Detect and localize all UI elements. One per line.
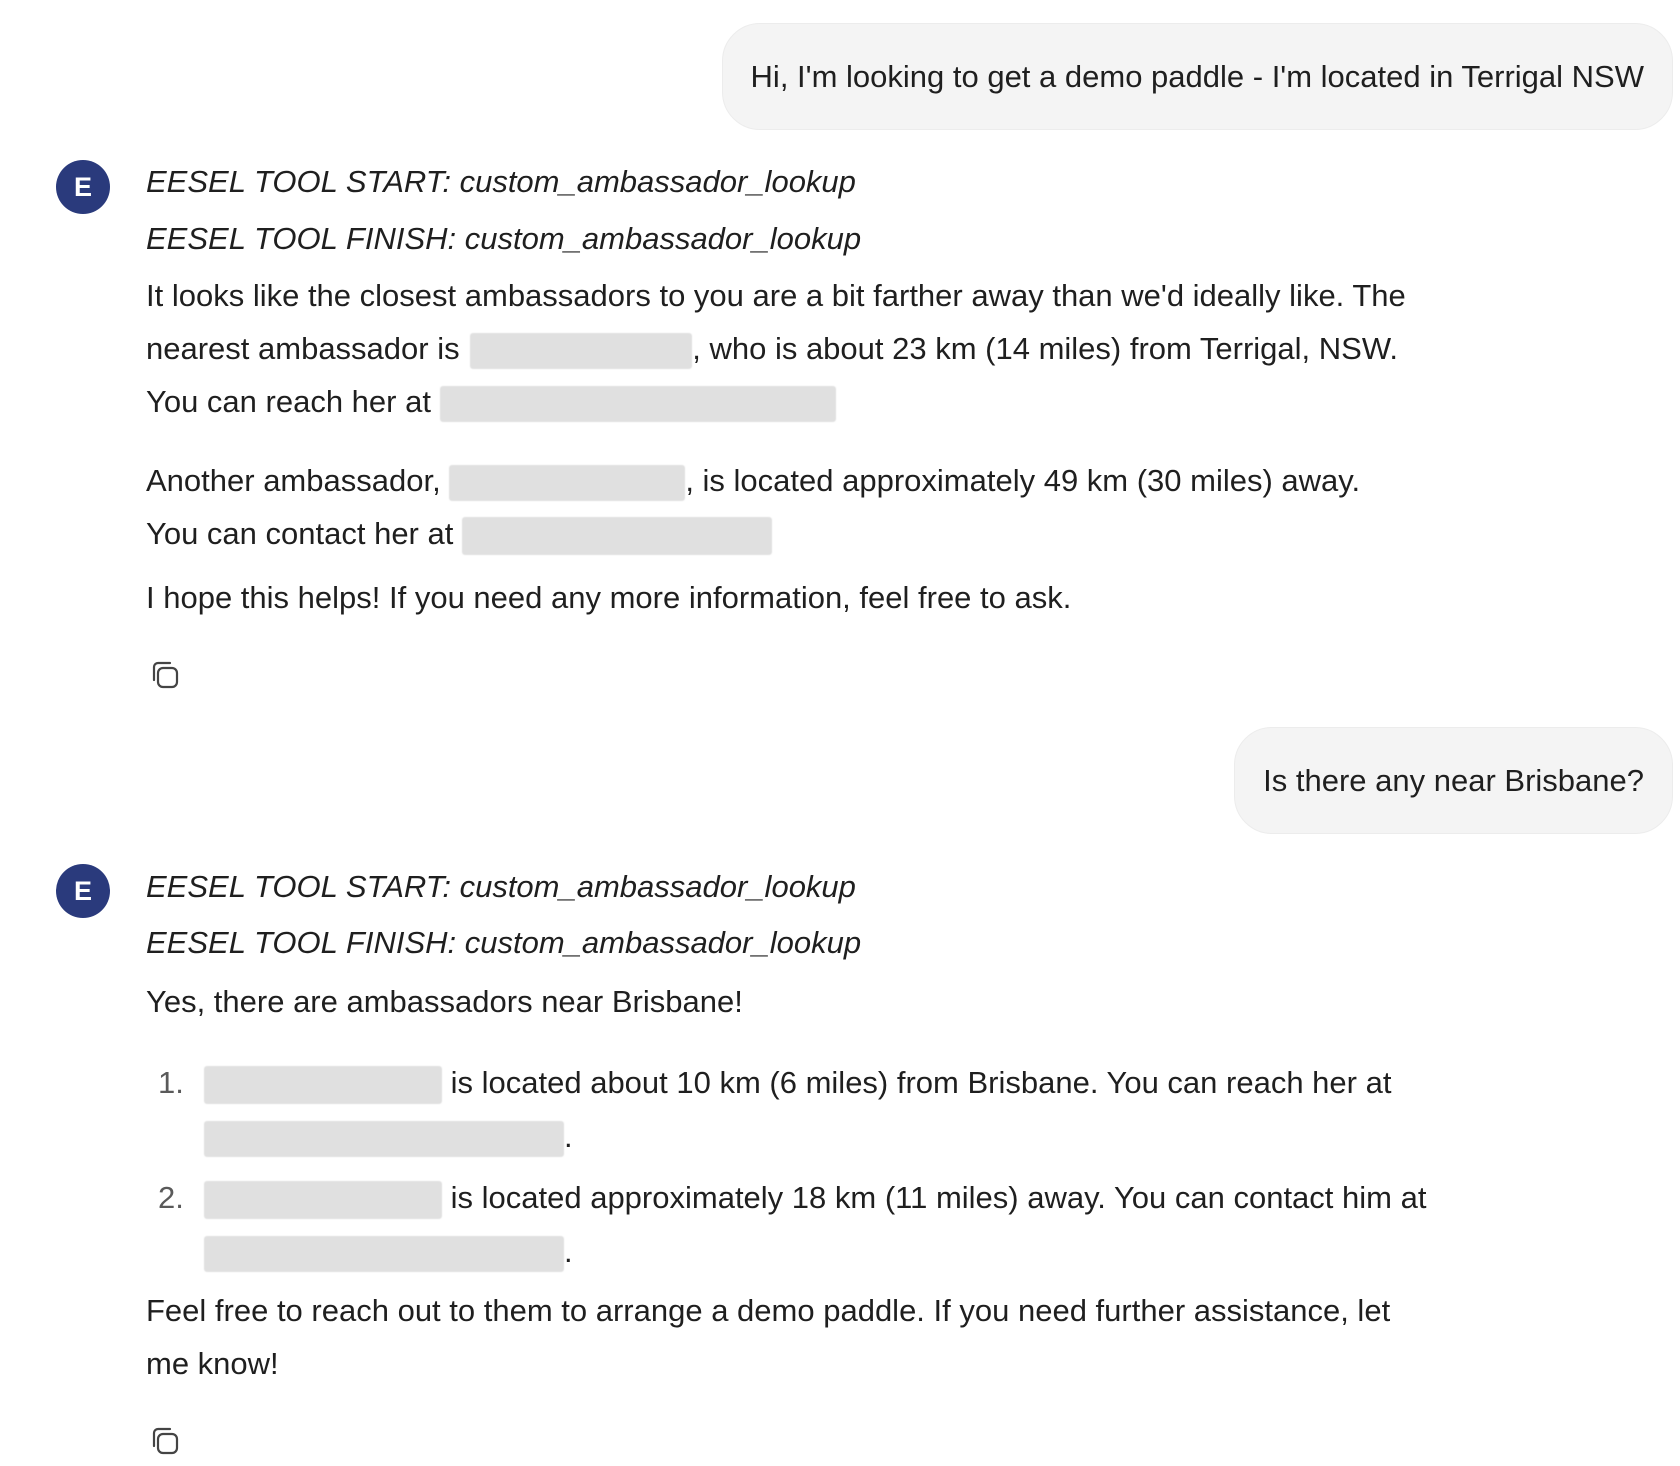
redacted-name — [449, 465, 685, 501]
user-message-bubble — [722, 23, 1673, 130]
redacted-email — [462, 517, 772, 555]
redacted-email — [440, 386, 836, 422]
response-text-segment: , is located approximately 49 km (30 miles) away. — [685, 463, 1361, 498]
response-text — [146, 514, 772, 555]
response-text — [146, 329, 1398, 369]
avatar-letter: E — [73, 172, 92, 202]
response-text-segment: , who is about 23 km (14 miles) from Terrigal, NSW. — [692, 331, 1398, 366]
list-item-continuation — [204, 1232, 573, 1272]
list-item-text: is located about 10 km (6 miles) from Brisbane. You can reach her at — [450, 1065, 1392, 1100]
list-number: 2. — [158, 1180, 184, 1215]
list-item-end: . — [564, 1119, 573, 1154]
list-item-continuation — [204, 1117, 573, 1157]
user-message-text: Is there any near Brisbane? — [1263, 763, 1644, 798]
redacted-name — [204, 1066, 442, 1104]
copy-button[interactable] — [148, 1424, 182, 1458]
copy-icon — [148, 1424, 182, 1458]
avatar-letter: E — [73, 876, 92, 906]
assistant-avatar — [56, 160, 110, 214]
response-text-segment: You can reach her at — [146, 384, 431, 419]
copy-icon — [148, 658, 182, 692]
list-item — [204, 1063, 1391, 1104]
response-text: Yes, there are ambassadors near Brisbane! — [146, 984, 743, 1019]
list-number: 1. — [158, 1065, 184, 1100]
tool-start-line: EESEL TOOL START: custom_ambassador_lookup — [146, 164, 856, 199]
tool-finish-line: EESEL TOOL FINISH: custom_ambassador_lookup — [146, 925, 862, 960]
response-text — [146, 461, 1360, 501]
redacted-name — [470, 333, 692, 369]
redacted-email — [204, 1236, 564, 1272]
list-item-text: is located approximately 18 km (11 miles) away. You can contact him at — [450, 1180, 1427, 1215]
response-text: me know! — [146, 1346, 279, 1381]
redacted-email — [204, 1121, 564, 1157]
tool-start-line: EESEL TOOL START: custom_ambassador_lookup — [146, 869, 856, 904]
redacted-name — [204, 1181, 442, 1219]
response-text-segment: nearest ambassador is — [146, 331, 460, 366]
tool-finish-line: EESEL TOOL FINISH: custom_ambassador_lookup — [146, 221, 862, 256]
response-text-segment: You can contact her at — [146, 516, 454, 551]
response-text: Feel free to reach out to them to arrange a demo paddle. If you need further assistance, let — [146, 1293, 1391, 1328]
response-text — [146, 382, 836, 422]
copy-button[interactable] — [148, 658, 182, 692]
user-message-text: Hi, I'm looking to get a demo paddle - I'm located in Terrigal NSW — [750, 59, 1644, 94]
response-text-segment: Another ambassador, — [146, 463, 441, 498]
response-text: It looks like the closest ambassadors to you are a bit farther away than we'd ideally like. The — [146, 278, 1406, 313]
list-item — [204, 1178, 1426, 1219]
list-item-end: . — [564, 1234, 573, 1269]
assistant-avatar — [56, 864, 110, 918]
user-message-bubble — [1234, 727, 1673, 834]
response-text: I hope this helps! If you need any more information, feel free to ask. — [146, 580, 1072, 615]
